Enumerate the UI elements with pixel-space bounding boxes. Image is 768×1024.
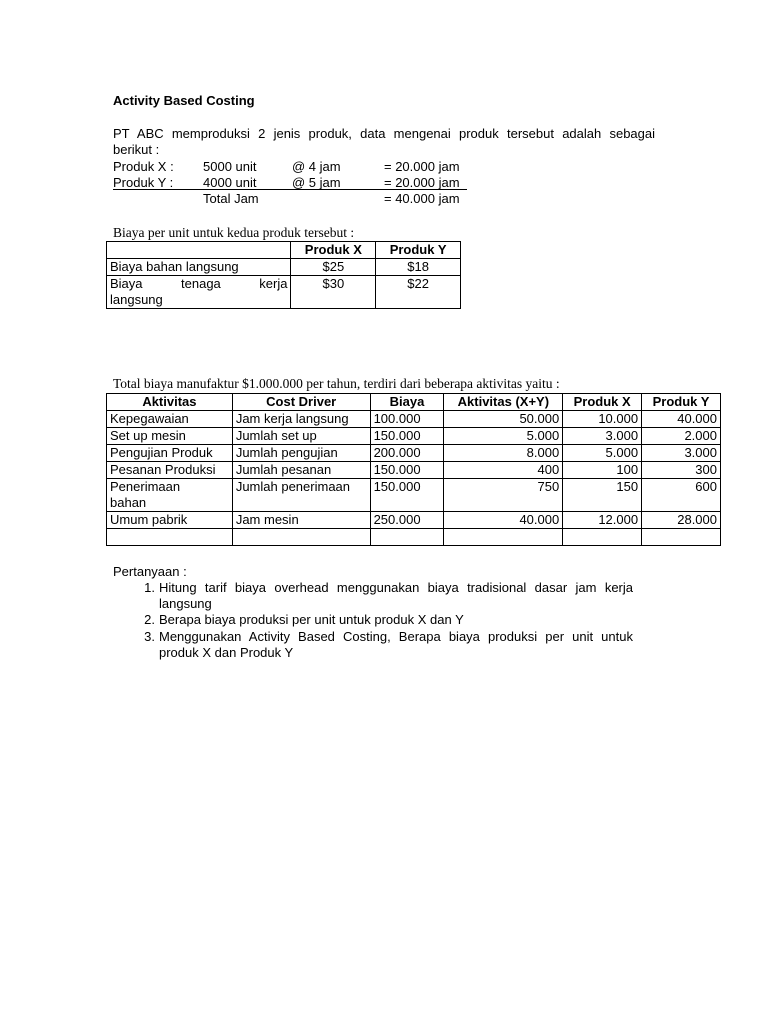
unit-cost-heading: Biaya per unit untuk kedua produk tersebut : [113,225,355,240]
column-header: Produk Y [376,242,461,259]
intro-line-2: berikut : [113,142,160,157]
table-row [107,428,721,445]
cell-word: kerja [259,276,288,291]
table-row [107,276,461,309]
table-cell: 3.000 [563,428,642,445]
table-cell: 5.000 [444,428,563,445]
table-cell: $18 [376,259,461,276]
overhead-table [106,393,721,546]
table-cell: 5.000 [563,445,642,462]
question-item [135,629,655,661]
column-header: Produk X [291,242,376,259]
production-rate-y: @ 5 jam [292,175,341,190]
table-cell: Jam kerja langsung [232,411,370,428]
table-cell [642,529,721,546]
table-cell: 200.000 [370,445,444,462]
table-cell: 10.000 [563,411,642,428]
production-qty-y: 4000 unit [203,175,257,190]
table-cell: 40.000 [444,512,563,529]
question-number: 2. [144,612,155,627]
table-cell: 750 [444,479,563,512]
question-number: 3. [144,629,155,644]
table-row-empty [107,529,721,546]
column-header: Aktivitas [107,394,233,411]
cell-word: tenaga [181,276,221,291]
table-cell: Jumlah pengujian [232,445,370,462]
table-cell: Kepegawaian [107,411,233,428]
table-cell [444,529,563,546]
cell-word: Biaya [110,276,143,291]
document-title: Activity Based Costing [113,93,255,108]
column-header: Cost Driver [232,394,370,411]
table-cell: Pesanan Produksi [107,462,233,479]
production-rate-x: @ 4 jam [292,159,341,174]
production-qty-total: Total Jam [203,191,259,206]
table-cell: 600 [642,479,721,512]
questions-heading: Pertanyaan : [113,564,187,579]
column-header: Biaya [370,394,444,411]
column-header: Aktivitas (X+Y) [444,394,563,411]
table-row [107,462,721,479]
table-cell: Biaya bahan langsung [107,259,291,276]
table-row [107,411,721,428]
table-cell: 8.000 [444,445,563,462]
sum-underline [113,189,467,190]
table-cell: 250.000 [370,512,444,529]
column-header: Produk Y [642,394,721,411]
table-header-row [107,394,721,411]
table-cell: $22 [376,276,461,309]
production-total-x: = 20.000 jam [384,159,460,174]
table-cell: 150 [563,479,642,512]
cell-line: Penerimaan [110,479,181,494]
table-cell: 12.000 [563,512,642,529]
table-row [107,259,461,276]
table-cell: 40.000 [642,411,721,428]
question-text: langsung [159,596,212,611]
table-cell: $30 [291,276,376,309]
table-header-row [107,242,461,259]
table-row [107,479,721,512]
column-header [107,242,291,259]
production-label-x: Produk X : [113,159,174,174]
question-number: 1. [144,580,155,595]
cell-line [110,276,287,292]
production-total-sum: = 40.000 jam [384,191,460,206]
table-cell: 300 [642,462,721,479]
table-cell: 150.000 [370,479,444,512]
table-cell [107,479,233,512]
table-cell: 50.000 [444,411,563,428]
question-text: Menggunakan Activity Based Costing, Berapa biaya produksi per unit untuk [159,629,633,644]
table-cell: 3.000 [642,445,721,462]
table-cell: 28.000 [642,512,721,529]
table-cell: 150.000 [370,462,444,479]
table-row [107,445,721,462]
table-cell: 2.000 [642,428,721,445]
production-qty-x: 5000 unit [203,159,257,174]
production-label-y: Produk Y : [113,175,174,190]
unit-cost-table [106,241,461,309]
table-cell: Jumlah set up [232,428,370,445]
table-cell: $25 [291,259,376,276]
question-text: Hitung tarif biaya overhead menggunakan biaya tradisional dasar jam kerja [159,580,633,595]
table-cell [107,529,233,546]
table-cell: Umum pabrik [107,512,233,529]
intro-line-1: PT ABC memproduksi 2 jenis produk, data mengenai produk tersebut adalah sebagai [113,126,655,141]
table-row [107,512,721,529]
table-cell: Jumlah pesanan [232,462,370,479]
table-cell [563,529,642,546]
cell-line: bahan [110,495,147,510]
table-cell: 400 [444,462,563,479]
table-cell: 100.000 [370,411,444,428]
table-cell: Jumlah penerimaan [232,479,370,512]
table-cell [370,529,444,546]
column-header: Produk X [563,394,642,411]
cell-line: langsung [110,292,163,307]
table-cell: Set up mesin [107,428,233,445]
table-cell: 150.000 [370,428,444,445]
question-text: Berapa biaya produksi per unit untuk produk X dan Y [159,612,464,627]
production-total-y: = 20.000 jam [384,175,460,190]
table-cell: 100 [563,462,642,479]
overhead-heading: Total biaya manufaktur $1.000.000 per tahun, terdiri dari beberapa aktivitas yaitu : [113,376,560,391]
question-item [135,612,655,628]
table-cell [107,276,291,309]
table-cell: Jam mesin [232,512,370,529]
table-cell: Pengujian Produk [107,445,233,462]
question-item [135,580,655,612]
question-text: produk X dan Produk Y [159,645,294,660]
table-cell [232,529,370,546]
